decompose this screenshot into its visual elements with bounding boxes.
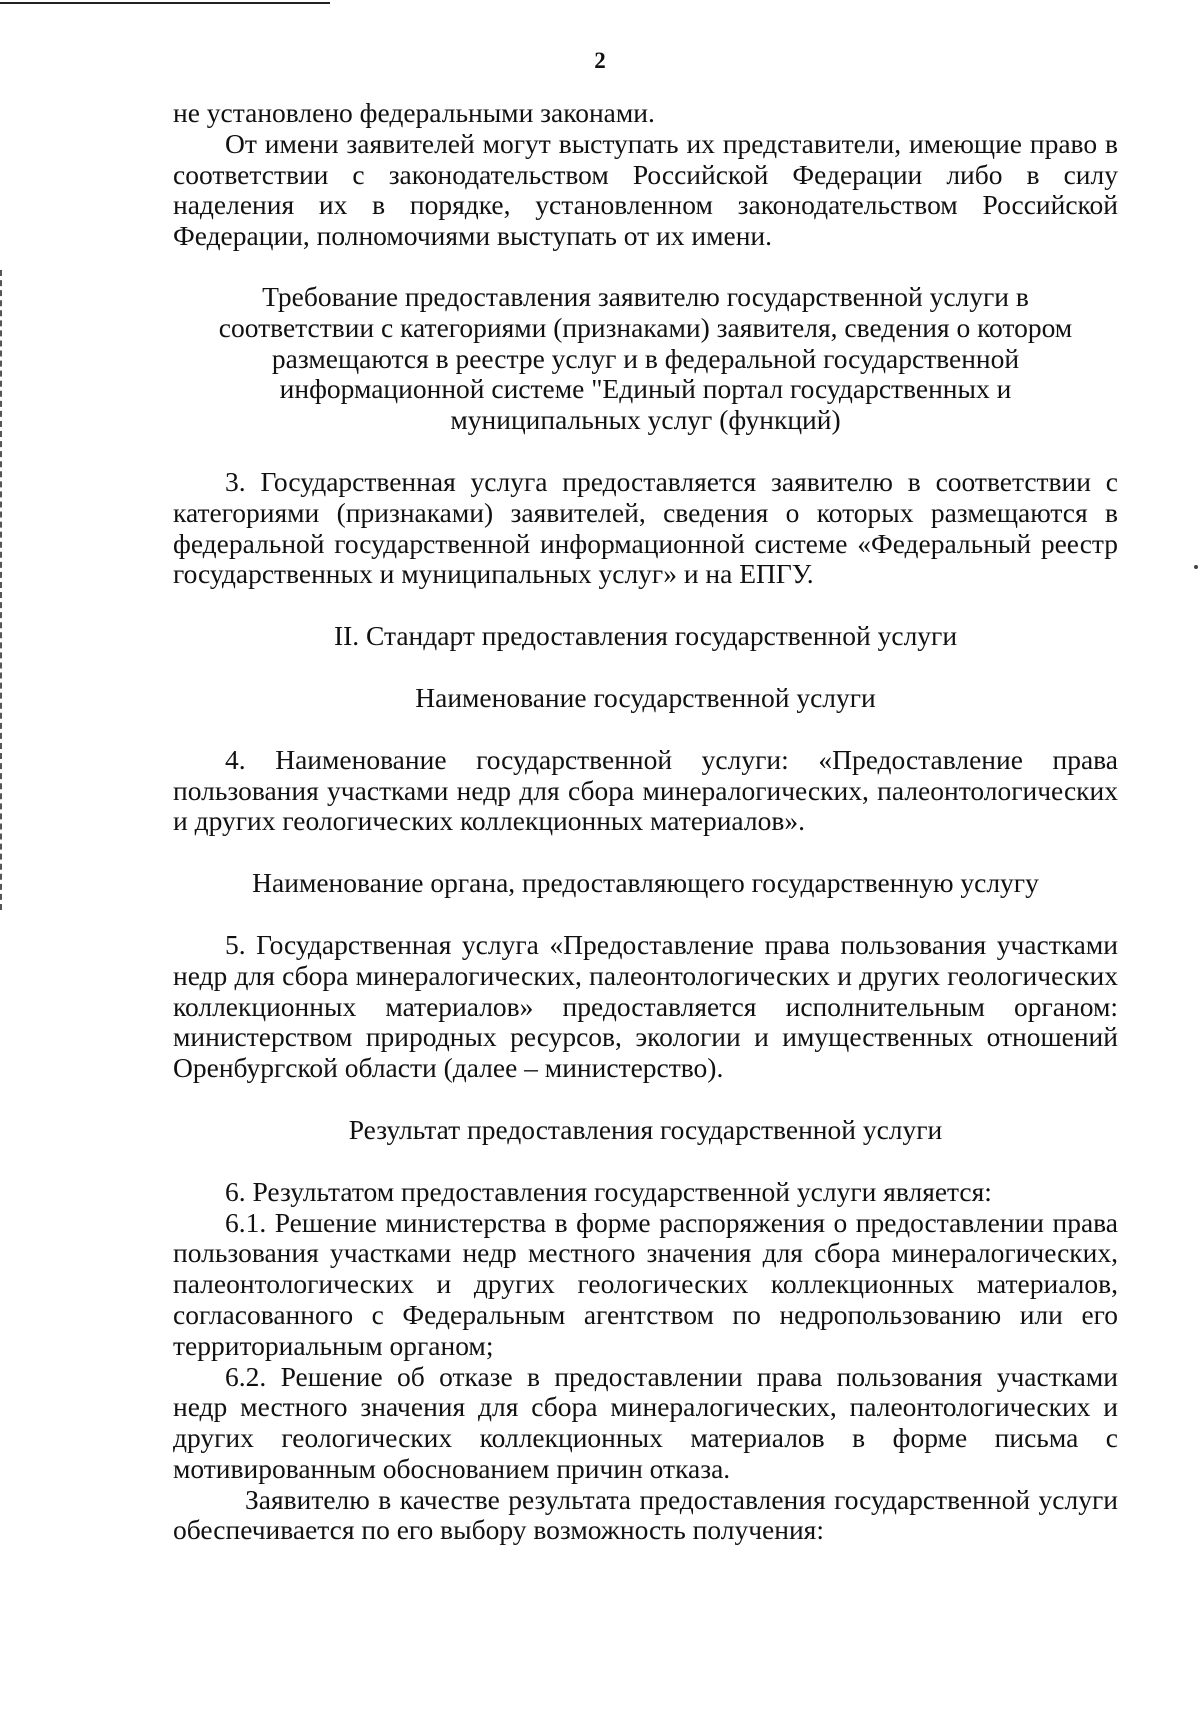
paragraph-item-3: 3. Государственная услуга предоставляется заявителю в соответствии с категориями (признаками) заявителей, сведения о которых размещаются в федеральной государственной информационной системе «Федеральный реестр государственных и муниципальных услуг» и на ЕПГУ. [173,465,1118,590]
paragraph-item-5: 5. Государственная услуга «Предоставление права пользования участками недр для сбора минералогических, палеонтологических и других геологических коллекционных материалов» предоставляется исполнительным органом: министерством природных ресурсов, экологии и имущественных отношений Оренбургской области (далее – министерство). [173,928,1118,1084]
paragraph-result-options: Заявителю в качестве результата предоставления государственной услуги обеспечивается по его выбору возможность получения: [173,1483,1118,1546]
document-body [173,98,1118,1546]
paragraph-representatives: От имени заявителей могут выступать их представители, имеющие право в соответствии с законодательством Российской Федерации либо в силу наделения их в порядке, установленном законодательством Российской Федерации, полномочиями выступать от их имени. [173,127,1118,252]
paragraph-item-6: 6. Результатом предоставления государственной услуги является: [225,1175,992,1207]
scan-artifact-left-margin [0,270,5,910]
paragraph-continuation: не установлено федеральными законами. [173,97,655,128]
heading-service-name: Наименование государственной услуги [415,681,876,713]
page-number: 2 [594,48,606,73]
heading-authority-name: Наименование органа, предоставляющего государственную услугу [252,867,1039,899]
scan-artifact-dot [1194,565,1198,569]
paragraph-item-6-2: 6.2. Решение об отказе в предоставлении права пользования участками недр местного значения для сбора минералогических, палеонтологических и других геологических коллекционных материалов в форме письма с мотивированным обоснованием причин отказа. [173,1360,1118,1484]
paragraph-item-4: 4. Наименование государственной услуги: «Предоставление права пользования участками недр для сбора минералогических, палеонтологических и других геологических коллекционных материалов». [173,743,1118,837]
paragraph-item-6-1: 6.1. Решение министерства в форме распоряжения о предоставлении права пользования участками недр местного значения для сбора минералогических, палеонтологических и других геологических коллекционных материалов, согласованного с Федеральным агентством по недропользованию или его территориальным органом; [173,1206,1118,1361]
heading-applicant-requirement: Требование предоставления заявителю государственной услуги в соответствии с категориями (признаками) заявителя, сведения о котором размещаются в реестре услуг и в федеральной государственной информационной системе "Единый портал государственных и муниципальных услуг (функций) [218,280,1073,436]
scan-artifact-top-line [0,2,330,4]
heading-section-2: II. Стандарт предоставления государственной услуги [333,620,958,652]
heading-service-result: Результат предоставления государственной услуги [348,1113,943,1145]
